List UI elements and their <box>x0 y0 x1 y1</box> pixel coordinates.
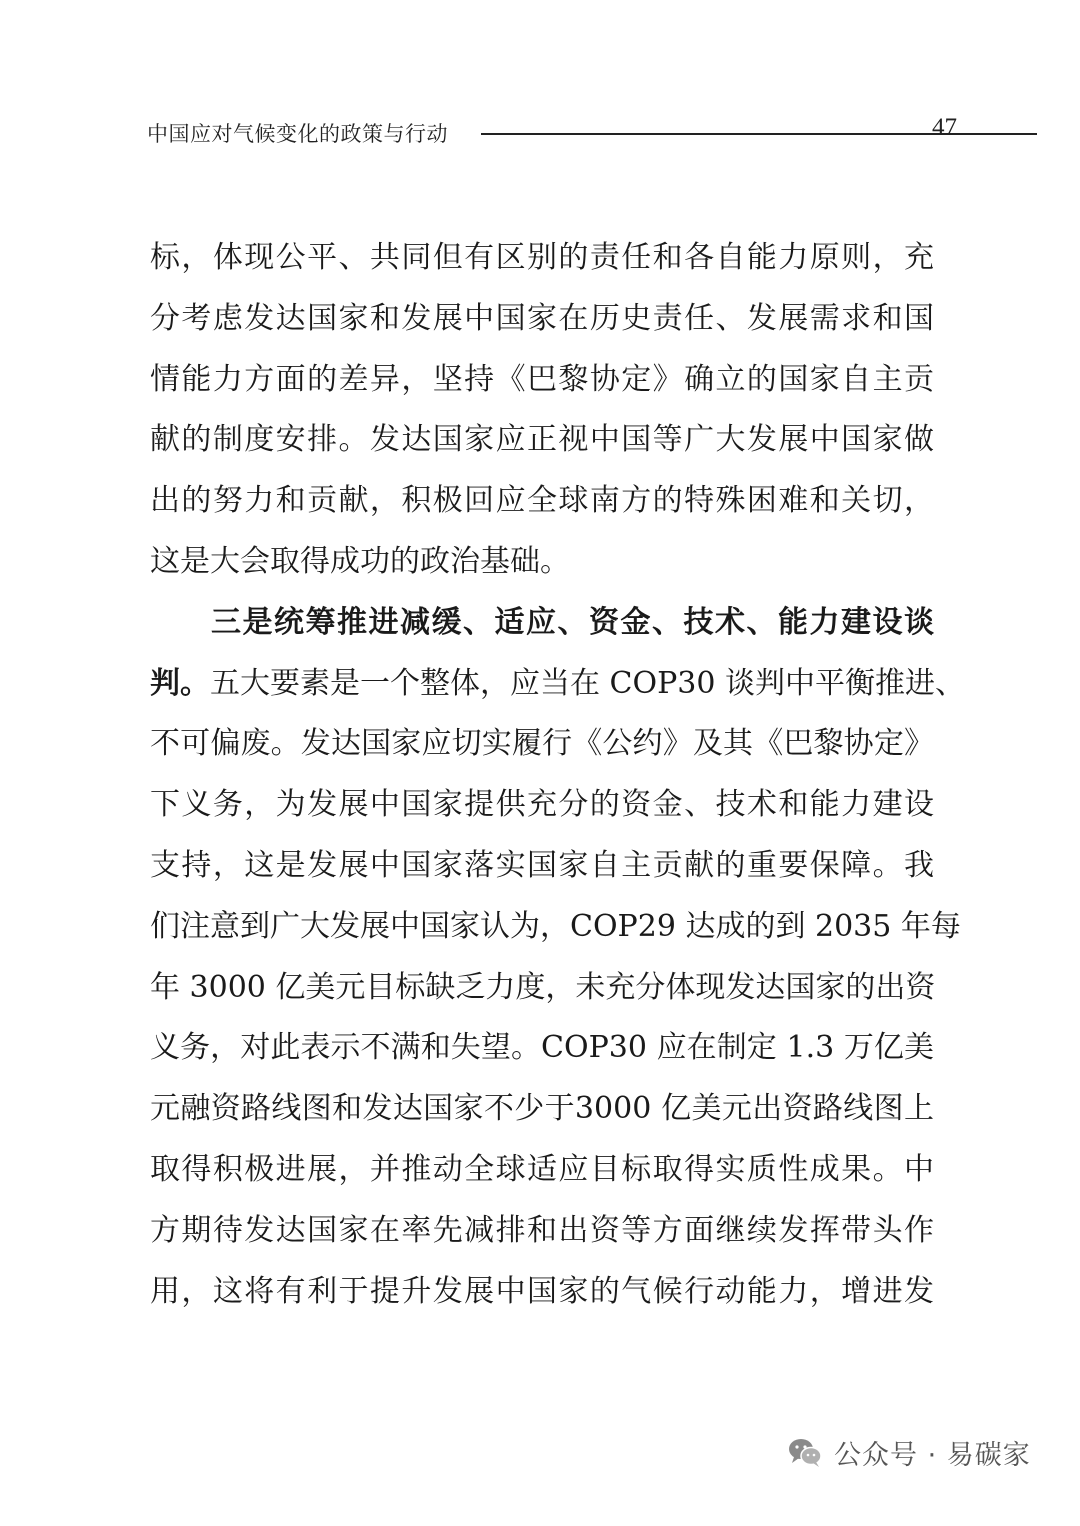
text-span: 五大要素是一个整体，应当在 COP30 谈判中平衡推进、 <box>210 665 965 701</box>
section-heading-line: 三是统筹推进减缓、适应、资金、技术、能力建设谈 <box>211 604 934 640</box>
text-line: 下义务，为发展中国家提供充分的资金、技术和能力建设 <box>150 787 934 823</box>
watermark-text: 公众号 · 易碳家 <box>834 1439 1031 1471</box>
text-line: 方期待发达国家在率先减排和出资等方面继续发挥带头作 <box>150 1212 934 1248</box>
text-line: 出的努力和贡献，积极回应全球南方的特殊困难和关切， <box>150 483 934 519</box>
text-line: 分考虑发达国家和发展中国家在历史责任、发展需求和国 <box>150 300 934 336</box>
text-line <box>150 654 965 715</box>
running-header-title: 中国应对气候变化的政策与行动 <box>147 123 448 146</box>
text-line: 情能力方面的差异，坚持《巴黎协定》确立的国家自主贡 <box>150 361 934 397</box>
text-line: 义务，对此表示不满和失望。COP30 应在制定 1.3 万亿美 <box>150 1030 934 1066</box>
text-line: 取得积极进展，并推动全球适应目标取得实质性成果。中 <box>150 1151 934 1187</box>
text-line: 年 3000 亿美元目标缺乏力度，未充分体现发达国家的出资 <box>150 969 936 1005</box>
text-line: 这是大会取得成功的政治基础。 <box>150 543 570 579</box>
page-number: 47 <box>932 114 957 141</box>
text-line: 不可偏废。发达国家应切实履行《公约》及其《巴黎协定》 <box>150 726 934 762</box>
body-text <box>150 228 965 1322</box>
watermark <box>786 1430 1031 1474</box>
section-heading-end: 判。 <box>150 665 210 701</box>
text-line: 支持，这是发展中国家落实国家自主贡献的重要保障。我 <box>150 847 934 883</box>
text-line: 献的制度安排。发达国家应正视中国等广大发展中国家做 <box>150 422 934 458</box>
text-line: 元融资路线图和发达国家不少于3000 亿美元出资路线图上 <box>150 1091 934 1127</box>
text-line: 们注意到广大发展中国家认为，COP29 达成的到 2035 年每 <box>150 908 961 944</box>
wechat-icon <box>786 1433 824 1471</box>
text-line: 标，体现公平、共同但有区别的责任和各自能力原则，充 <box>150 240 934 275</box>
text-line: 用，这将有利于提升发展中国家的气候行动能力，增进发 <box>150 1273 934 1309</box>
page-header <box>147 114 957 154</box>
